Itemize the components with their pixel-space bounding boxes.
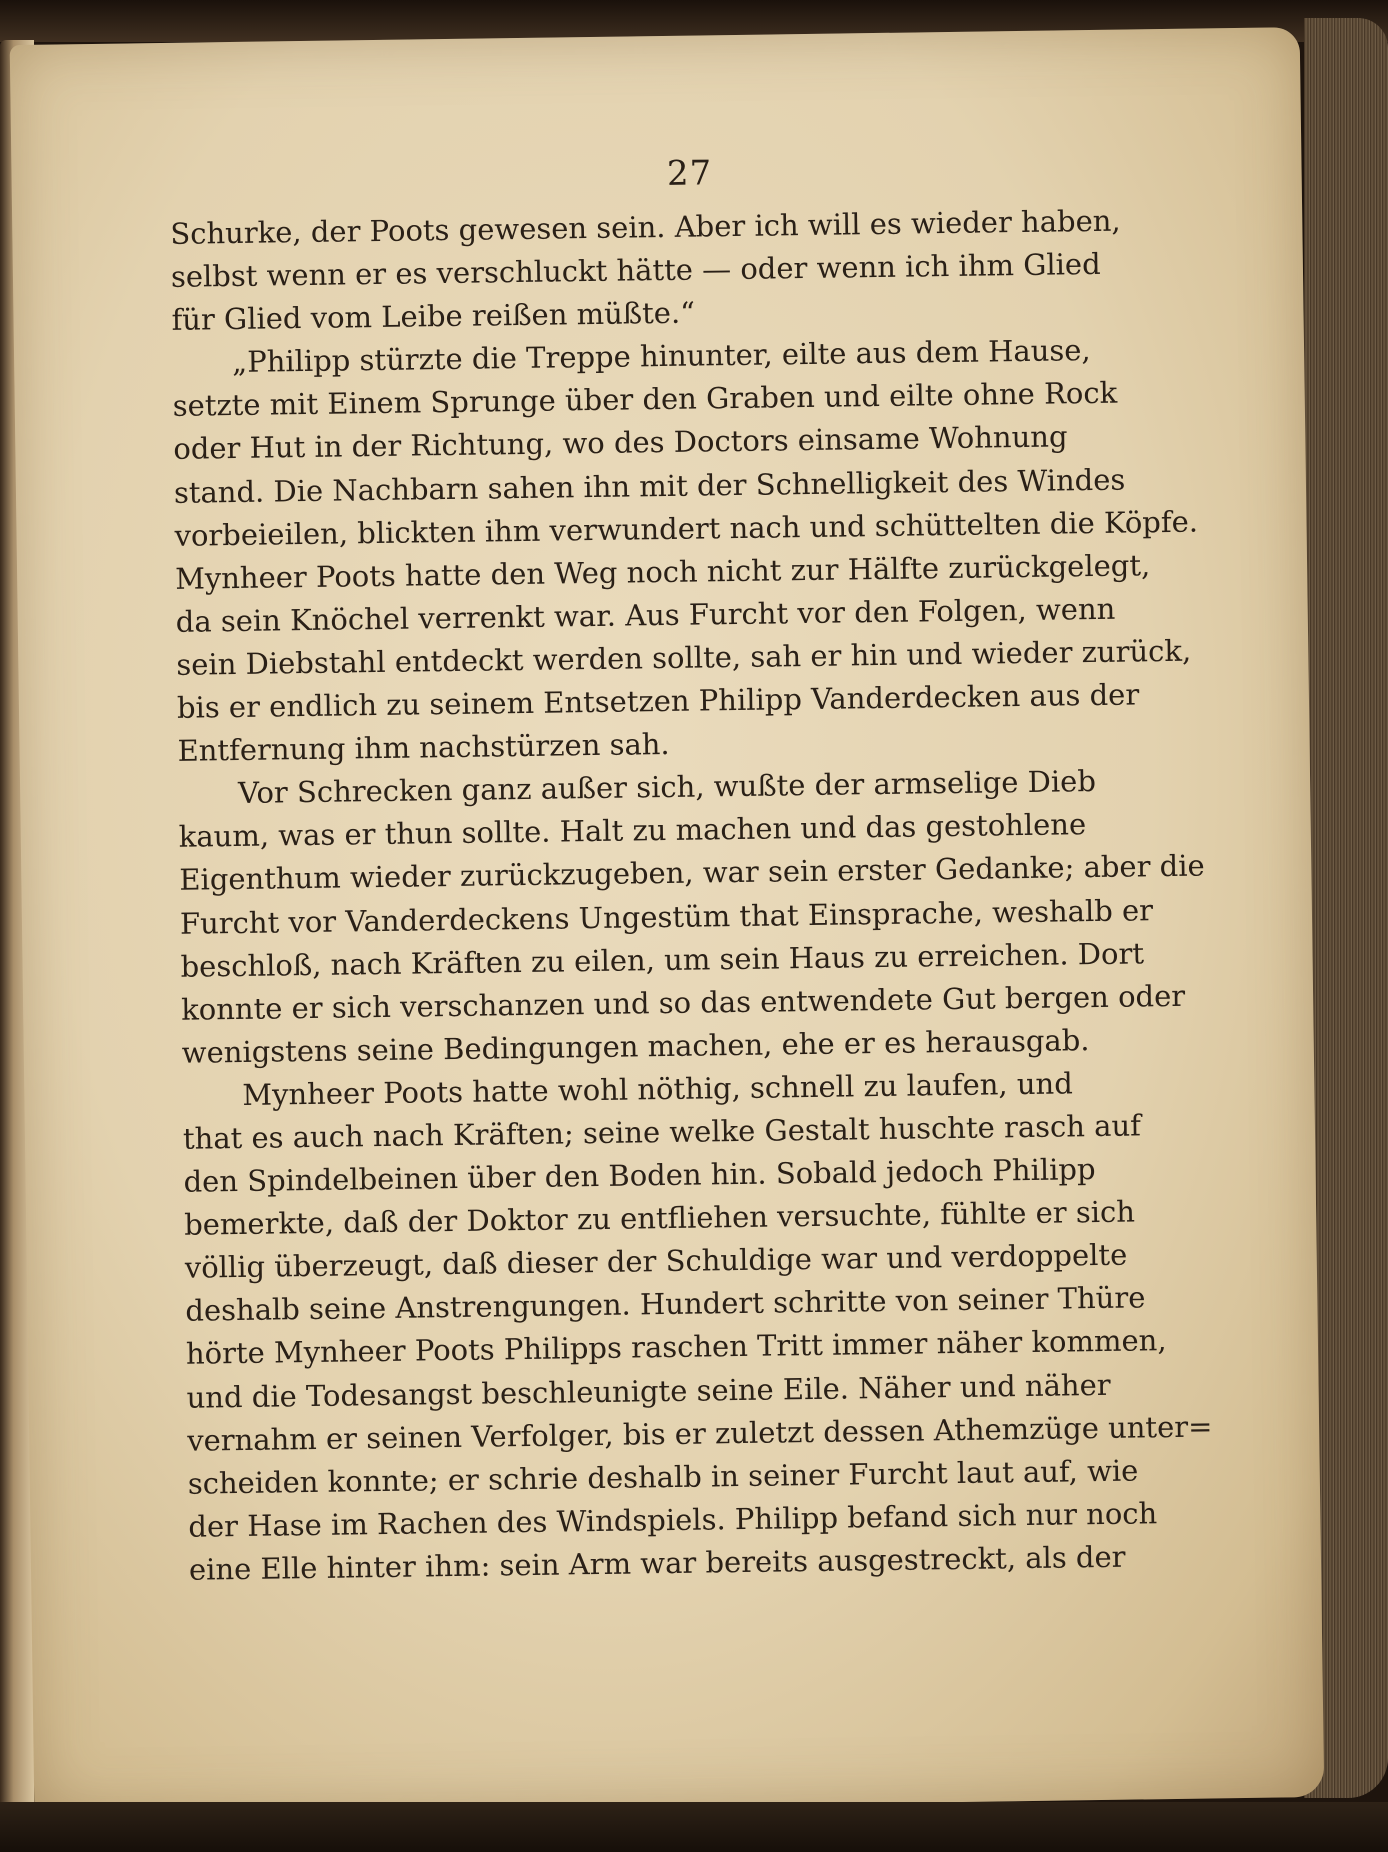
text-line: Eigenthum wieder zurückzugeben, war sein erster Gedanke; aber die	[179, 848, 1205, 898]
text-line: kaum, was er thun sollte. Halt zu machen und das gestohlene	[178, 807, 1087, 855]
text-line: Mynheer Poots hatte den Weg noch nicht zur Hälfte zurückgelegt,	[174, 547, 1151, 596]
text-line: und die Todesangst beschleunigte seine Eile. Näher und näher	[186, 1367, 1111, 1415]
text-line: setzte mit Einem Sprunge über den Graben und eilte ohne Rock	[172, 376, 1118, 424]
text-line: Furcht vor Vanderdeckens Ungestüm that Einsprache, weshalb er	[179, 892, 1154, 941]
text-line: selbst wenn er es verschluckt hätte — oder wenn ich ihm Glied	[170, 246, 1101, 294]
text-line: vorbeieilen, blickten ihm verwundert nach und schüttelten die Köpfe.	[174, 504, 1199, 553]
text-line: sein Diebstahl entdeckt werden sollte, sah er hin und wieder zurück,	[176, 633, 1192, 682]
book-cover-bottom	[0, 1802, 1388, 1852]
text-line: „Philipp stürzte die Treppe hinunter, eilte aus dem Hause,	[231, 333, 1091, 380]
text-block	[169, 146, 1229, 1591]
text-line: hörte Mynheer Poots Philipps raschen Tritt immer näher kommen,	[185, 1323, 1167, 1372]
page-number: 27	[666, 153, 713, 194]
text-line: Entfernung ihm nachstürzen sah.	[177, 727, 670, 768]
text-line: vernahm er seinen Verfolger, bis er zuletzt dessen Athemzüge unter=	[186, 1409, 1213, 1458]
text-line: der Hase im Rachen des Windspiels. Philipp befand sich nur noch	[188, 1496, 1158, 1544]
text-line: da sein Knöchel verrenkt war. Aus Furcht vor den Folgen, wenn	[175, 591, 1116, 639]
text-line: bis er endlich zu seinem Entsetzen Philipp Vanderdecken aus der	[176, 677, 1140, 725]
text-line: bemerkte, daß der Doktor zu entfliehen versuchte, fühlte er sich	[183, 1194, 1136, 1242]
book-page	[10, 27, 1325, 1815]
text-line: Mynheer Poots hatte wohl nöthig, schnell zu laufen, und	[242, 1066, 1073, 1112]
text-line: beschloß, nach Kräften zu eilen, um sein Haus zu erreichen. Dort	[180, 935, 1145, 984]
text-line: völlig überzeugt, daß dieser der Schuldige war und verdoppelte	[184, 1237, 1128, 1286]
text-line: den Spindelbeinen über den Boden hin. Sobald jedoch Philipp	[183, 1152, 1096, 1199]
text-line: Schurke, der Poots gewesen sein. Aber ich will es wieder haben,	[170, 203, 1121, 251]
text-line: that es auch nach Kräften; seine welke Gestalt huschte rasch auf	[182, 1108, 1142, 1156]
text-line: oder Hut in der Richtung, wo des Doctors einsame Wohnung	[173, 419, 1068, 467]
text-line: deshalb seine Anstrengungen. Hundert schritte von seiner Thüre	[185, 1280, 1146, 1329]
text-line: eine Elle hinter ihm: sein Arm war bereits ausgestreckt, als der	[188, 1539, 1126, 1587]
body-text	[170, 198, 1229, 1591]
text-line: stand. Die Nachbarn sahen ihn mit der Schnelligkeit des Windes	[173, 462, 1126, 510]
text-line: Vor Schrecken ganz außer sich, wußte der armselige Dieb	[237, 764, 1097, 811]
text-line: konnte er sich verschanzen und so das entwendete Gut bergen oder	[180, 978, 1186, 1027]
text-line: wenigstens seine Bedingungen machen, ehe er es herausgab.	[181, 1022, 1090, 1070]
text-line: für Glied vom Leibe reißen müßte.“	[171, 295, 696, 338]
text-line: scheiden konnte; er schrie deshalb in seiner Furcht laut auf, wie	[187, 1453, 1139, 1501]
